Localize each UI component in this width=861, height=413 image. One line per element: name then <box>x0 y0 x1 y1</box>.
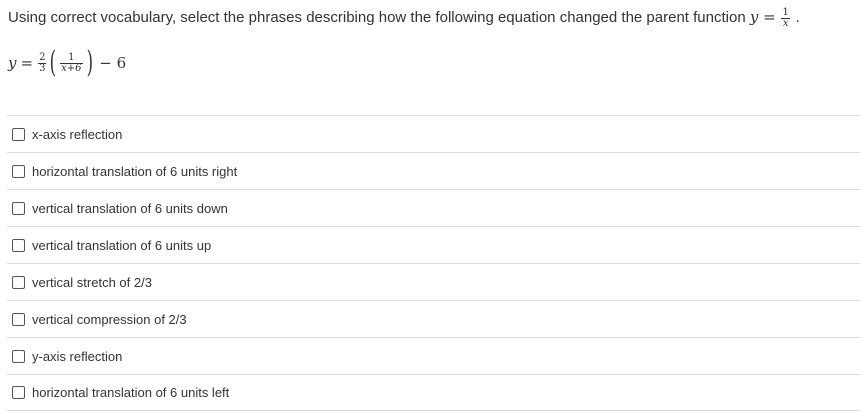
question-period: . <box>795 9 800 26</box>
checkbox[interactable] <box>12 313 25 326</box>
equation-equals: = <box>20 54 34 72</box>
checkbox[interactable] <box>12 350 25 363</box>
checkbox[interactable] <box>12 165 25 178</box>
option-vertical-translation-up[interactable] <box>7 226 860 263</box>
parent-numerator: 1 <box>782 6 789 18</box>
option-horizontal-translation-right[interactable] <box>7 152 860 189</box>
coefficient-numerator: 2 <box>39 51 46 63</box>
parent-equals: = <box>763 8 776 26</box>
option-x-axis-reflection[interactable] <box>7 115 860 152</box>
equation-lhs: y <box>8 54 17 72</box>
question-prompt: Using correct vocabulary, select the phrases describing how the following equation changed the parent function <box>8 9 746 26</box>
parent-function <box>749 6 796 29</box>
option-label: vertical translation of 6 units up <box>32 237 212 253</box>
option-horizontal-translation-left[interactable] <box>7 374 860 411</box>
parent-denominator: x <box>782 17 789 29</box>
parent-lhs: y <box>749 8 759 26</box>
option-y-axis-reflection[interactable] <box>7 337 860 374</box>
parent-fraction <box>781 8 789 29</box>
option-label: horizontal translation of 6 units left <box>32 385 230 400</box>
given-equation <box>8 46 126 80</box>
option-label: horizontal translation of 6 units right <box>32 163 238 179</box>
option-vertical-translation-down[interactable] <box>7 189 860 226</box>
checkbox[interactable] <box>12 276 25 289</box>
option-vertical-compression[interactable] <box>7 300 860 337</box>
checkbox[interactable] <box>12 239 25 252</box>
inner-numerator: 1 <box>60 53 82 64</box>
inner-fraction <box>60 53 82 74</box>
checkbox[interactable] <box>12 128 25 141</box>
equation-tail: − 6 <box>99 54 127 72</box>
option-label: x-axis reflection <box>32 126 123 142</box>
option-label: vertical stretch of 2/3 <box>32 274 152 290</box>
option-vertical-stretch[interactable] <box>7 263 860 300</box>
coefficient-fraction <box>38 53 46 74</box>
question-text <box>8 6 800 29</box>
answer-options <box>7 115 860 411</box>
open-paren: ( <box>50 45 57 80</box>
option-label: vertical translation of 6 units down <box>32 200 228 216</box>
option-label: y-axis reflection <box>32 348 123 364</box>
close-paren: ) <box>86 45 93 80</box>
checkbox[interactable] <box>12 202 25 215</box>
checkbox[interactable] <box>12 386 25 399</box>
inner-denominator: x+6 <box>61 62 82 74</box>
coefficient-denominator: 3 <box>39 62 46 74</box>
option-label: vertical compression of 2/3 <box>32 311 187 327</box>
